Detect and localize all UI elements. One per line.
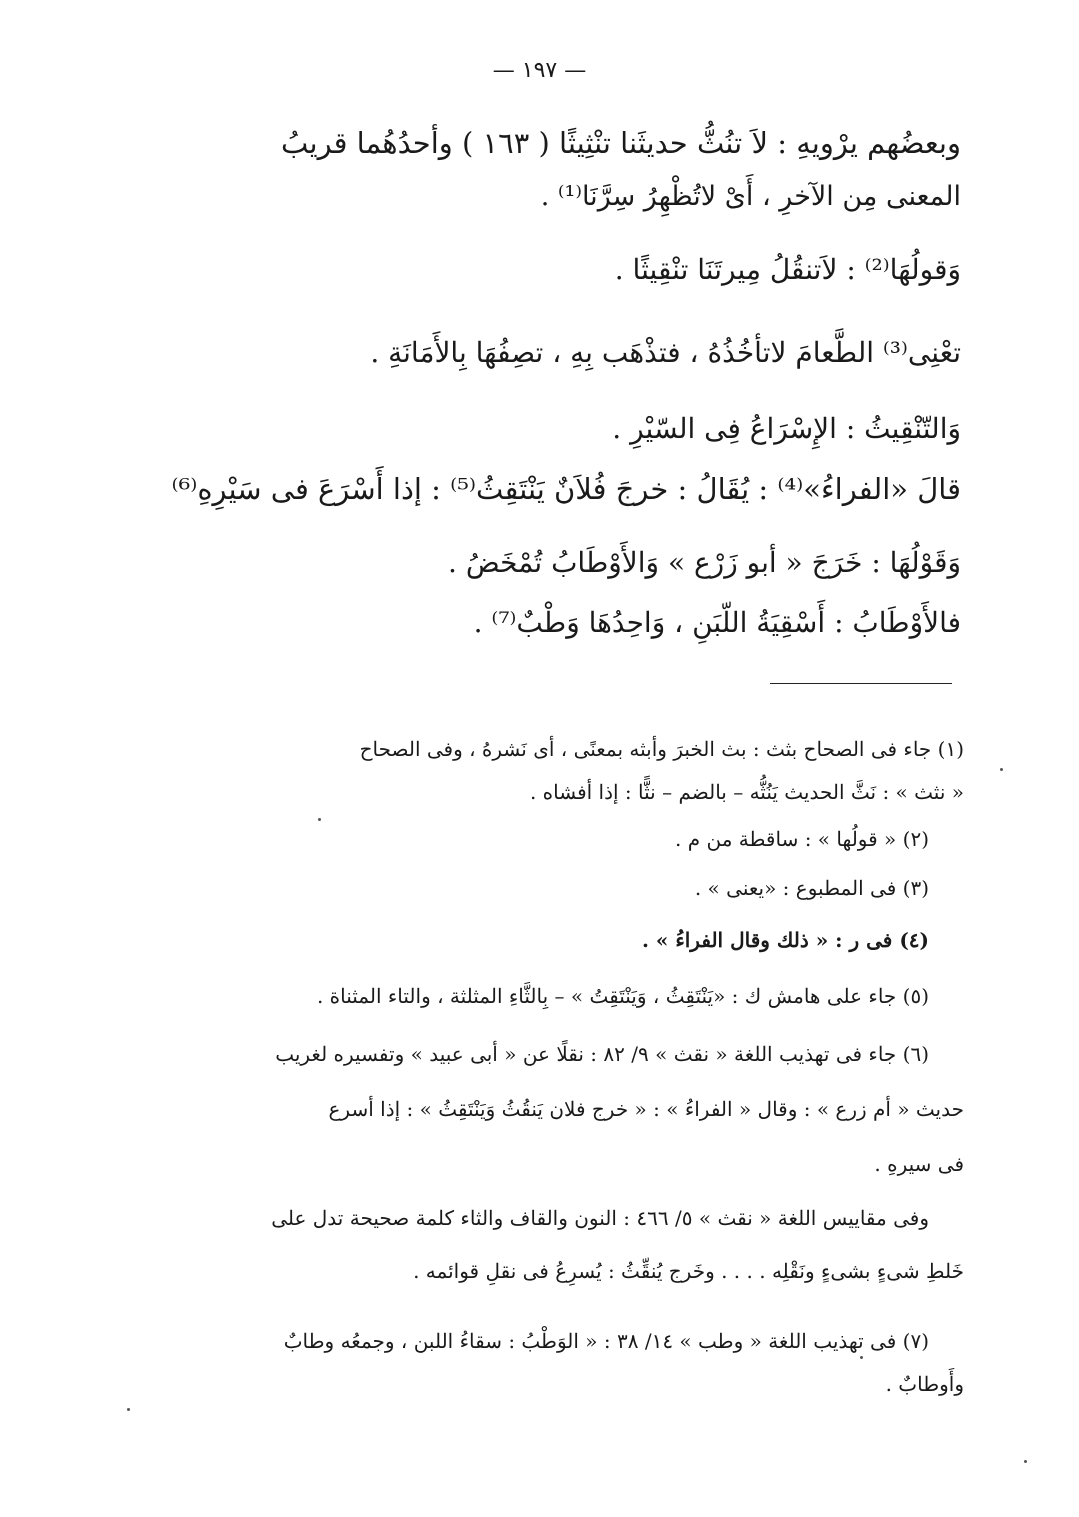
footnote-line: (٣) فى المطبوع : «يعنى » . [694,876,929,900]
scan-speck [318,818,321,821]
main-line: قالَ «الفراءُ»⁽⁴⁾ : يُقَالُ : خرجَ فُلاَنٌ يَنْتَقِثُ⁽⁵⁾ : إذا أَسْرَعَ فى سَيْرِهِ⁽⁶⁾ [171,472,961,506]
main-line: فالأَوْطَابُ : أَسْقِيَةُ اللّبَنِ ، وَاحِدُهَا وَطْبٌ⁽⁷⁾ . [473,606,961,639]
footnote-line: وفى مقاييس اللغة « نقث » ٥/ ٤٦٦ : النون والقاف والثاء كلمة صحيحة تدل على [271,1206,929,1230]
scan-speck [860,1356,863,1359]
scan-speck [1000,768,1003,771]
page-number: — ١٩٧ — [492,58,587,83]
main-line: وبعضُهم يرْويهِ : لاَ تنُثُّ حديثَنا تنْثِيثًا ( ١٦٣ ) وأحدُهُما قريبُ [281,126,961,160]
footnote-line: خَلطِ شىءٍ بشىءٍ ونَقْلِه . . . . وخَرج يُنقِّثُ : يُسرِعُ فى نقلِ قوائمه . [413,1259,964,1283]
footnote-line: فى سيرهِ . [874,1152,964,1176]
footnote-line: وأَوطابٌ . [885,1372,964,1396]
footnote-divider [770,683,952,684]
main-line: المعنى مِن الآخرِ ، أَىْ لاتُظْهِرُ سِرَّنَا⁽¹⁾ . [540,181,961,212]
footnote-line: (٧) فى تهذيب اللغة « وطب » ١٤/ ٣٨ : « الوَطْبُ : سقاءُ اللبن ، وجمعُه وطابٌ [283,1329,929,1353]
scan-speck [127,1408,130,1411]
footnote-line: « نثث » : نَثَّ الحديث يَنُثُّه – بالضم – نثًّا : إذا أفشاه . [529,780,964,804]
footnote-line: (٢) « قولُها » : ساقطة من م . [675,827,929,851]
main-line: وَالتّنْقِيثُ : الإِسْرَاعُ فِى السّيْرِ . [612,412,961,445]
footnote-line: (٤) فى ر : « ذلك وقال الفراءُ » . [641,928,929,952]
main-line: وَقولُهَا⁽²⁾ : لاَتنقُلُ مِيرتَنَا تنْقِيثًا . [614,253,961,286]
footnote-line: حديث « أم زرع » : وقال « الفراءُ » : « خرج فلان يَنقُثُ وَيَنْتَقِثُ » : إذا أسرع [328,1097,964,1121]
main-line: وَقَوْلُهَا : خَرَجَ « أبو زَرْع » وَالأَوْطَابُ تُمْخَضُ . [448,546,961,579]
footnote-line: (٥) جاء على هامش ك : «يَنْتَقِثُ ، وَيَنْتَقِتُ » – بِالثَّاءِ المثلثة ، والتاء المثناة . [316,984,929,1008]
footnote-line: (٦) جاء فى تهذيب اللغة « نقث » ٩/ ٨٢ : نقلًا عن « أبى عبيد » وتفسيره لغريب [275,1042,929,1066]
main-line: تعْنِى⁽³⁾ الطَّعامَ لاتأخُذُهُ ، فتذْهَب بِهِ ، تصِفُهَا بِالأَمَانَةِ . [370,336,961,369]
footnote-line: (١) جاء فى الصحاح بثث : بث الخبرَ وأبثه بمعنًى ، أى نَشرهُ ، وفى الصحاح [359,737,964,761]
scan-speck [1024,1460,1027,1463]
